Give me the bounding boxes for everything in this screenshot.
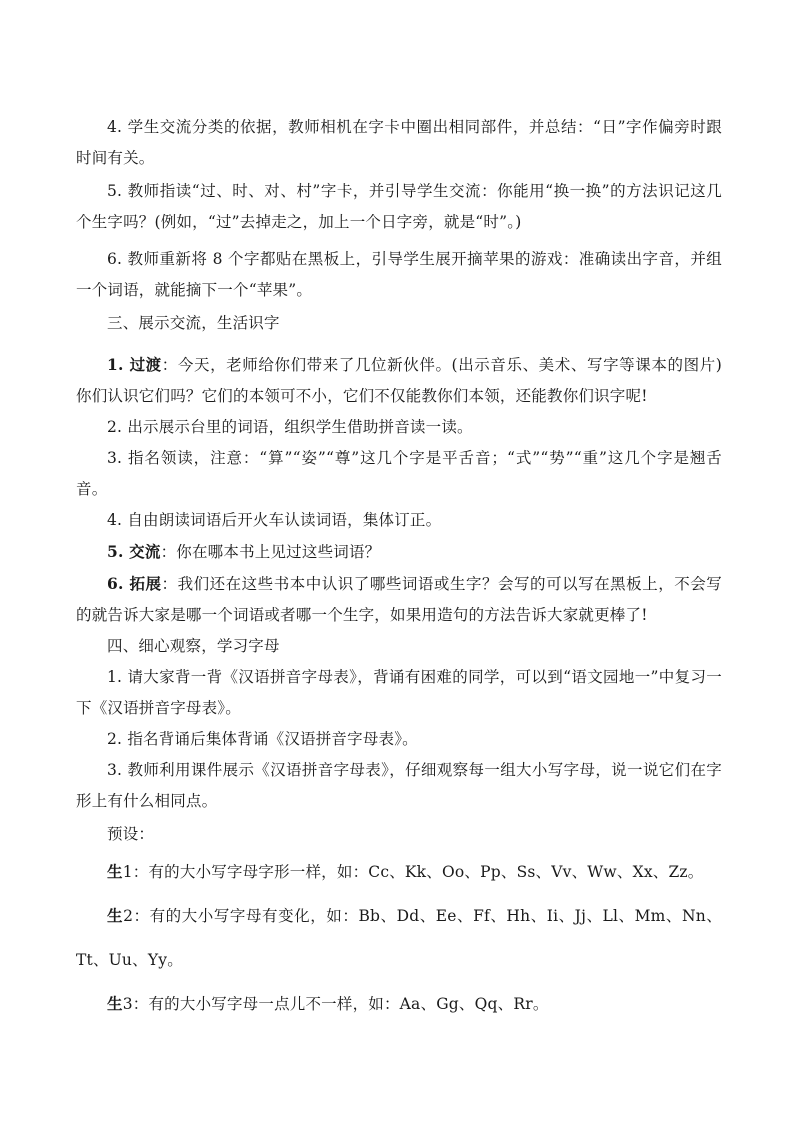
paragraph-read-aloud: 4. 自由朗读词语后开火车认读词语，集体订正。 — [107, 511, 442, 529]
paragraph-step-5: 5. 教师指读“过、时、对、村”字卡，并引导学生交流：你能用“换一换”的方法识记这几个生字吗？(例如，“过”去掉走之，加上一个日字旁，就是“时”。) — [76, 182, 722, 231]
paragraph-step-6: 6. 教师重新将 8 个字都贴在黑板上，引导学生展开摘苹果的游戏：准确读出字音，并组一个词语，就能摘下一个“苹果”。 — [76, 250, 722, 299]
paragraph-label: 生 — [107, 994, 123, 1013]
section-heading-4: 四、细心观察，学习字母 — [107, 637, 280, 655]
paragraph-label: 5. 交流 — [107, 542, 161, 561]
paragraph-show-words: 2. 出示展示台里的词语，组织学生借助拼音读一读。 — [107, 418, 473, 436]
paragraph-expand: 6. 拓展：我们还在这些书本中认识了哪些词语或生字？会写的可以写在黑板上，不会写的就告诉大家是哪一个词语或者哪一个生字，如果用造句的方法告诉大家就更棒了! — [76, 574, 722, 624]
paragraph-group-recite: 2. 指名背诵后集体背诵《汉语拼音字母表》。 — [107, 730, 418, 748]
paragraph-transition: 1. 过渡：今天，老师给你们带来了几位新伙伴。(出示音乐、美术、写字等课本的图片)你们认识它们吗？它们的本领可不小，它们不仅能教你们本领，还能教你们识字呢! — [76, 355, 723, 405]
paragraph-student-3: 生3：有的大小写字母一点儿不一样，如：Aa、Gg、Qq、Rr。 — [107, 994, 549, 1013]
paragraph-label: 1. 过渡 — [107, 355, 162, 374]
paragraph-student-2: 生2：有的大小写字母有变化，如：Bb、Dd、Ee、Ff、Hh、Ii、Jj、Ll、Mm、Nn、Tt、Uu、Yy。 — [76, 906, 723, 969]
paragraph-preset: 预设： — [107, 825, 155, 843]
paragraph-pronunciation: 3. 指名领读，注意：“算”“姿”“尊”这几个字是平舌音；“式”“势”“重”这几个字是翘舌音。 — [76, 449, 722, 498]
paragraph-label: 6. 拓展 — [107, 574, 162, 593]
section-heading-3: 三、展示交流，生活识字 — [107, 314, 280, 332]
paragraph-label: 生 — [107, 906, 124, 925]
paragraph-exchange: 5. 交流：你在哪本书上见过这些词语？ — [107, 542, 381, 561]
paragraph-student-1: 生1：有的大小写字母字形一样，如：Cc、Kk、Oo、Pp、Ss、Vv、Ww、Xx、Zz。 — [107, 862, 704, 881]
paragraph-label: 生 — [107, 862, 123, 881]
paragraph-recite: 1. 请大家背一背《汉语拼音字母表》，背诵有困难的同学，可以到“语文园地一”中复习一下《汉语拼音字母表》。 — [76, 668, 722, 717]
paragraph-observe: 3. 教师利用课件展示《汉语拼音字母表》，仔细观察每一组大小写字母，说一说它们在字形上有什么相同点。 — [76, 761, 722, 810]
paragraph-step-4: 4. 学生交流分类的依据，教师相机在字卡中圈出相同部件，并总结：“日”字作偏旁时跟时间有关。 — [76, 118, 722, 167]
document-page — [76, 112, 722, 1020]
